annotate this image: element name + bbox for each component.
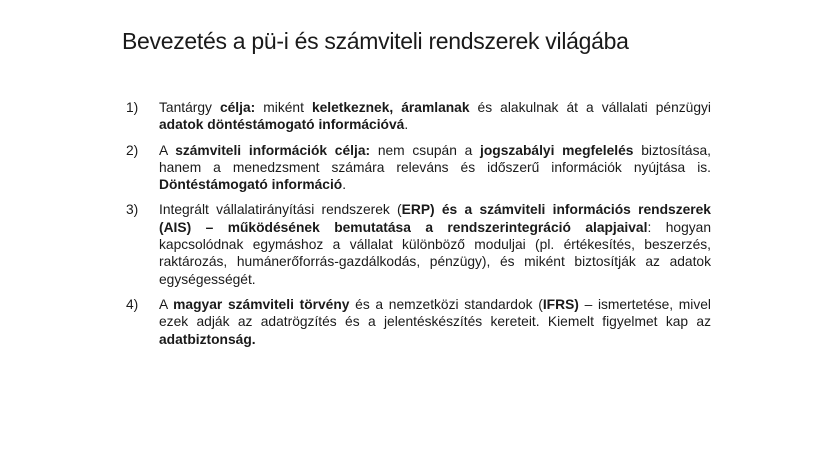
text-segment: A <box>159 296 174 312</box>
list-item-text <box>159 296 711 348</box>
bold-segment: IFRS) <box>542 296 579 312</box>
list-item-number: 1) <box>126 100 139 115</box>
bold-segment: jogszabályi megfelelés <box>480 142 634 158</box>
list-item <box>126 99 711 134</box>
bold-segment: számviteli információk célja: <box>175 142 371 158</box>
list-item-number: 4) <box>126 296 139 312</box>
text-segment: – ismertetése, mivel ezek adják az adatrögzítés és a jelentéskészítés kereteit. Kiemelt figyelmet kap az <box>159 296 711 330</box>
bold-segment: célja: <box>219 100 256 115</box>
text-segment: és a nemzetközi standardok ( <box>349 296 543 312</box>
text-segment: . <box>342 177 347 193</box>
text-segment: Integrált vállalatirányítási rendszerek ( <box>159 202 402 218</box>
list-item-text <box>159 142 711 194</box>
bold-segment: adatok döntéstámogató információvá <box>159 117 405 133</box>
text-segment: : hogyan kapcsolódnak egymáshoz a vállalat különböző moduljai (pl. értékesítés, beszerzés, raktározás, humánerőforrás-gazdálkodás, pénzügy), és miként biztosítják az adatok egységességét. <box>159 219 711 287</box>
text-segment: miként <box>255 100 312 115</box>
text-segment: biztosítása, hanem a menedzsment számára releváns és időszerű információk nyújtása is. <box>159 142 712 175</box>
list-item-number: 3) <box>126 202 139 218</box>
list-item-text <box>159 201 711 287</box>
list-item <box>126 201 711 287</box>
bold-segment: Döntéstámogató információ <box>159 177 343 193</box>
list-item-number: 2) <box>126 142 139 158</box>
text-segment: Tantárgy <box>159 100 220 115</box>
bold-segment: adatbiztonság. <box>159 331 256 347</box>
list-item <box>126 142 711 194</box>
list-item <box>126 296 711 348</box>
bold-segment: magyar számviteli törvény <box>173 296 350 312</box>
text-segment: . <box>404 117 409 133</box>
text-segment: és alakulnak át a vállalati pénzügyi <box>469 100 711 115</box>
slide-title: Bevezetés a pü-i és számviteli rendszerek világába <box>122 28 629 54</box>
topic-list <box>126 99 711 356</box>
text-segment: nem csupán a <box>370 142 481 158</box>
text-segment: A <box>159 142 176 158</box>
bold-segment: ERP) és a számviteli információs rendszerek (AIS) – működésének bemutatása a rendszerintegráció alapjaival <box>159 202 711 235</box>
list-item-text <box>159 99 711 134</box>
bold-segment: keletkeznek, áramlanak <box>311 100 470 115</box>
